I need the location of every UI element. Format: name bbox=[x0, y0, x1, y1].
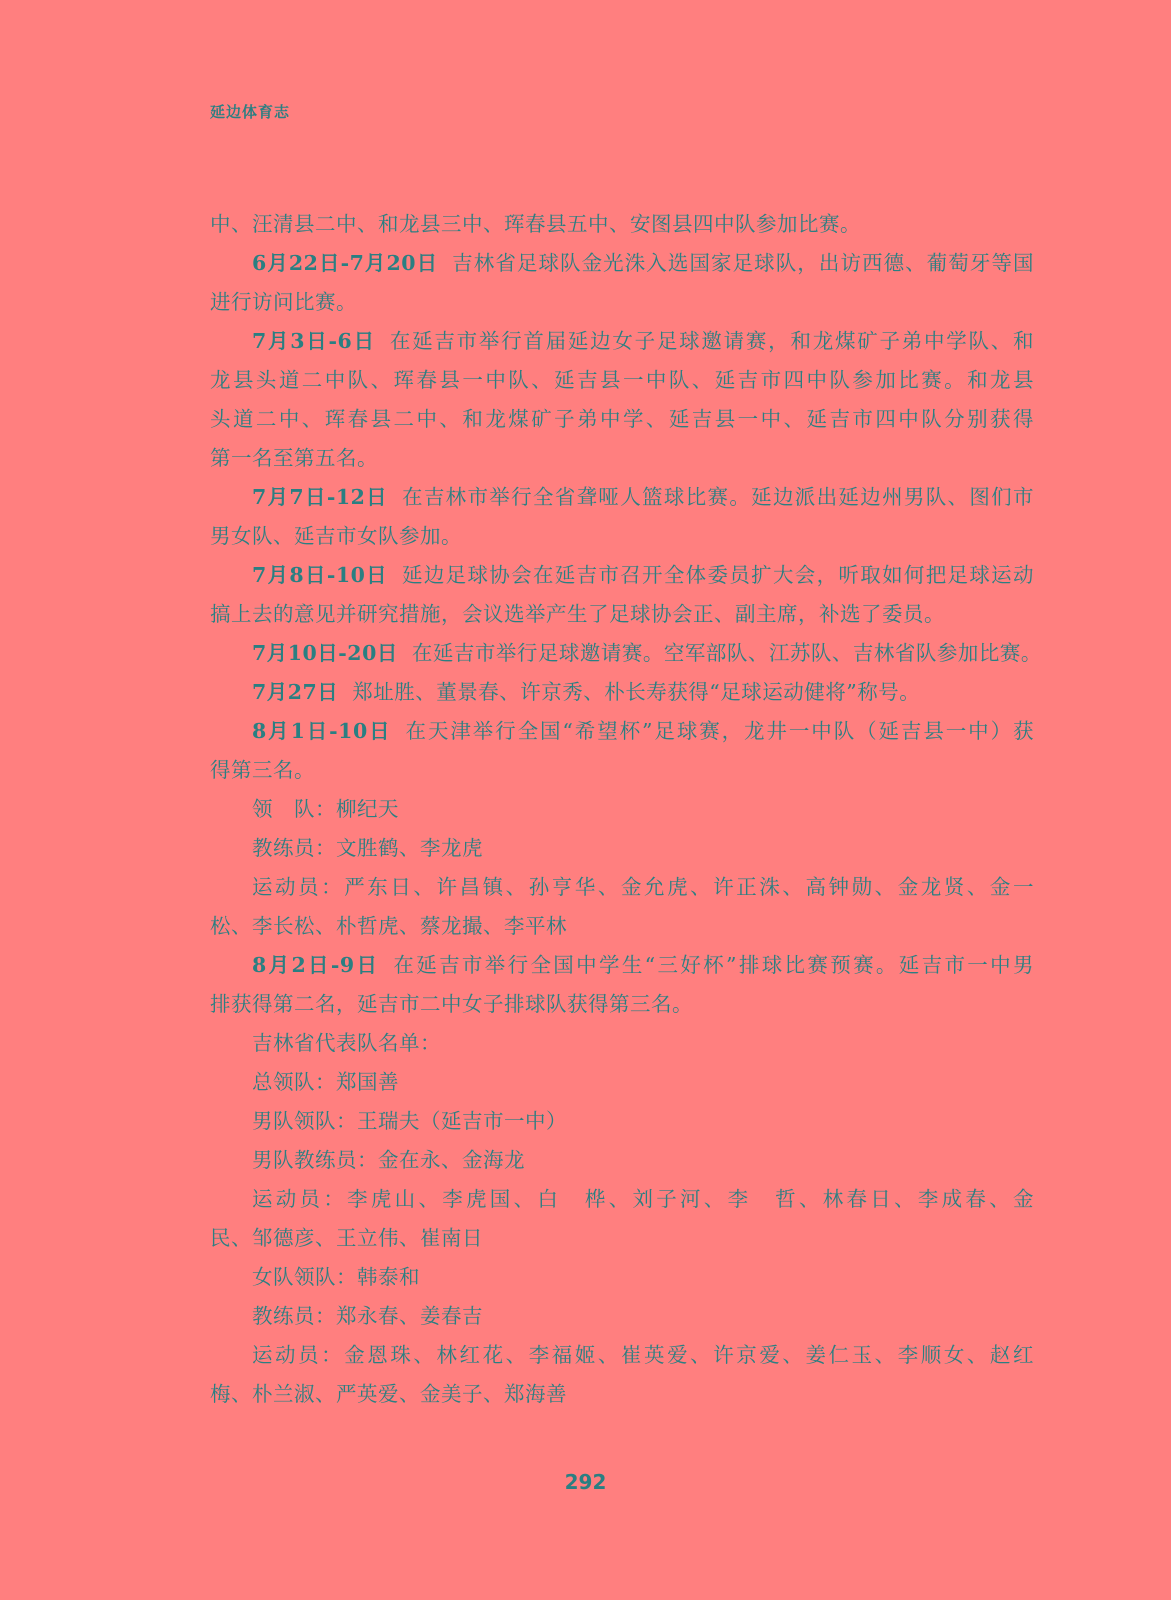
text-line bbox=[210, 439, 1034, 478]
text-line bbox=[210, 322, 1034, 361]
line-text: 松、李长松、朴哲虎、蔡龙撮、李平林 bbox=[210, 914, 567, 938]
line-text: 在延吉市举行足球邀请赛。空军部队、江苏队、吉林省队参加比赛。 bbox=[411, 641, 1042, 665]
line-text: 运动员：严东日、许昌镇、孙亨华、金允虎、许正洙、高钟勋、金龙贤、金一 bbox=[252, 875, 1034, 899]
text-line bbox=[210, 790, 1034, 829]
text-line bbox=[210, 1336, 1034, 1375]
text-line bbox=[210, 595, 1034, 634]
text-line bbox=[210, 907, 1034, 946]
line-text: 吉林省代表队名单： bbox=[252, 1031, 441, 1055]
text-line bbox=[210, 478, 1034, 517]
line-text: 教练员：文胜鹤、李龙虎 bbox=[252, 836, 483, 860]
text-line bbox=[210, 985, 1034, 1024]
line-text: 男队领队：王瑞夫（延吉市一中） bbox=[252, 1109, 567, 1133]
entry-date: 7月10日-20日 bbox=[252, 641, 398, 665]
page-body bbox=[210, 205, 1042, 1414]
text-line bbox=[210, 829, 1034, 868]
line-text: 排获得第二名，延吉市二中女子排球队获得第三名。 bbox=[210, 992, 693, 1016]
entry-date: 6月22日-7月20日 bbox=[252, 251, 439, 275]
text-line bbox=[210, 205, 1034, 244]
entry-date: 7月27日 bbox=[252, 680, 339, 704]
text-line bbox=[210, 283, 1034, 322]
line-text: 在吉林市举行全省聋哑人篮球比赛。延边派出延边州男队、图们市 bbox=[402, 485, 1034, 509]
text-line bbox=[210, 946, 1034, 985]
text-line bbox=[210, 244, 1034, 283]
text-line bbox=[210, 556, 1034, 595]
entry-date: 7月7日-12日 bbox=[252, 485, 388, 509]
line-text: 龙县头道二中队、珲春县一中队、延吉县一中队、延吉市四中队参加比赛。和龙县 bbox=[210, 368, 1034, 392]
text-line bbox=[210, 868, 1034, 907]
page-number: 292 bbox=[564, 1470, 607, 1494]
line-text: 女队领队：韩泰和 bbox=[252, 1265, 420, 1289]
text-line bbox=[210, 1102, 1034, 1141]
text-line bbox=[210, 673, 1034, 712]
line-text: 郑址胜、董景春、许京秀、朴长寿获得“足球运动健将”称号。 bbox=[352, 680, 921, 704]
text-line bbox=[210, 1258, 1034, 1297]
line-text: 总领队：郑国善 bbox=[252, 1070, 399, 1094]
line-text: 男女队、延吉市女队参加。 bbox=[210, 524, 462, 548]
text-line bbox=[210, 400, 1034, 439]
text-line bbox=[210, 1219, 1034, 1258]
text-line bbox=[210, 712, 1034, 751]
text-line bbox=[210, 634, 1042, 673]
line-text: 头道二中、珲春县二中、和龙煤矿子弟中学、延吉县一中、延吉市四中队分别获得 bbox=[210, 407, 1034, 431]
text-line bbox=[210, 1063, 1034, 1102]
text-line bbox=[210, 1375, 1034, 1414]
text-line bbox=[210, 1297, 1034, 1336]
text-line bbox=[210, 361, 1034, 400]
entry-date: 7月8日-10日 bbox=[252, 563, 388, 587]
entry-date: 7月3日-6日 bbox=[252, 329, 376, 353]
entry-date: 8月2日-9日 bbox=[252, 953, 380, 977]
line-text: 运动员：金恩珠、林红花、李福姬、崔英爱、许京爱、姜仁玉、李顺女、赵红 bbox=[252, 1343, 1034, 1367]
entry-date: 8月1日-10日 bbox=[252, 719, 392, 743]
line-text: 领 队：柳纪天 bbox=[252, 797, 399, 821]
line-text: 在天津举行全国“希望杯”足球赛，龙井一中队（延吉县一中）获 bbox=[405, 719, 1034, 743]
line-text: 在延吉市举行首届延边女子足球邀请赛，和龙煤矿子弟中学队、和 bbox=[389, 329, 1034, 353]
line-text: 搞上去的意见并研究措施，会议选举产生了足球协会正、副主席，补选了委员。 bbox=[210, 602, 945, 626]
line-text: 运动员：李虎山、李虎国、白 桦、刘子河、李 哲、林春日、李成春、金 bbox=[252, 1187, 1034, 1211]
line-text: 进行访问比赛。 bbox=[210, 290, 357, 314]
text-line bbox=[210, 1180, 1034, 1219]
line-text: 梅、朴兰淑、严英爱、金美子、郑海善 bbox=[210, 1382, 567, 1406]
line-text: 吉林省足球队金光洙入选国家足球队，出访西德、葡萄牙等国 bbox=[452, 251, 1035, 275]
line-text: 中、汪清县二中、和龙县三中、珲春县五中、安图县四中队参加比赛。 bbox=[210, 212, 861, 236]
line-text: 在延吉市举行全国中学生“三好杯”排球比赛预赛。延吉市一中男 bbox=[393, 953, 1034, 977]
running-header: 延边体育志 bbox=[210, 103, 291, 121]
text-line bbox=[210, 1141, 1034, 1180]
line-text: 延边足球协会在延吉市召开全体委员扩大会，听取如何把足球运动 bbox=[402, 563, 1034, 587]
text-line bbox=[210, 517, 1034, 556]
line-text: 男队教练员：金在永、金海龙 bbox=[252, 1148, 525, 1172]
text-line bbox=[210, 751, 1034, 790]
line-text: 民、邹德彦、王立伟、崔南日 bbox=[210, 1226, 483, 1250]
line-text: 教练员：郑永春、姜春吉 bbox=[252, 1304, 483, 1328]
line-text: 得第三名。 bbox=[210, 758, 315, 782]
text-line bbox=[210, 1024, 1034, 1063]
line-text: 第一名至第五名。 bbox=[210, 446, 378, 470]
